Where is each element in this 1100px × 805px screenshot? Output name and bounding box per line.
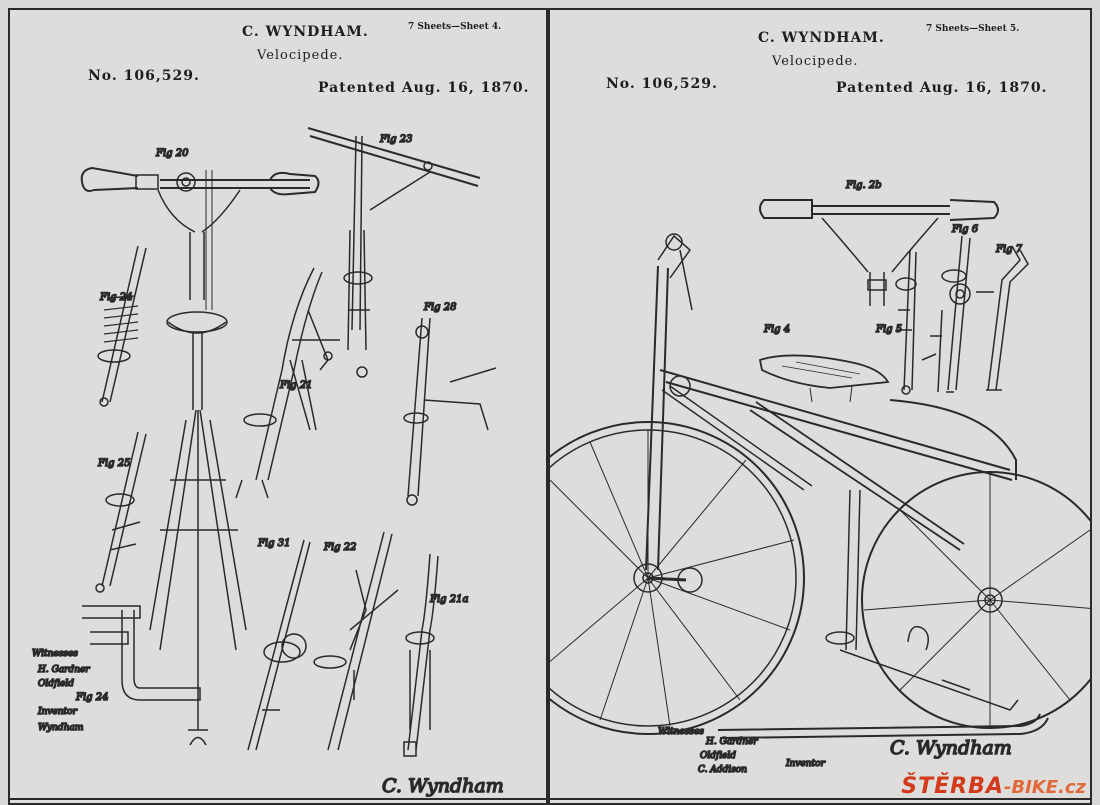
patent-date: Patented Aug. 16, 1870.: [836, 80, 1048, 96]
watermark-brand: ŠTĚRBA: [901, 774, 1004, 799]
sheet-count: 7 Sheets—Sheet 4.: [408, 22, 502, 32]
signature-left: C. Wyndham: [382, 775, 504, 797]
fig-22-pedal: [314, 532, 398, 750]
fig-24-spring-pedal: [98, 246, 146, 406]
patent-date: Patented Aug. 16, 1870.: [318, 80, 530, 96]
svg-text:C. Addison: C. Addison: [698, 765, 748, 775]
svg-text:Oldfield: Oldfield: [38, 679, 74, 689]
patent-drawings-left: [10, 10, 548, 805]
invention-title: Velocipede.: [772, 54, 859, 69]
patent-number: No. 106,529.: [606, 76, 718, 92]
svg-text:Fig 21: Fig 21: [280, 380, 313, 391]
svg-text:Oldfield: Oldfield: [700, 751, 736, 761]
svg-text:Fig 23: Fig 23: [380, 134, 413, 145]
site-watermark: [901, 774, 1086, 799]
patent-number: No. 106,529.: [88, 68, 200, 84]
svg-text:H. Gardner: H. Gardner: [38, 665, 90, 675]
patent-sheet-5: [548, 8, 1092, 805]
sheet-count: 7 Sheets—Sheet 5.: [926, 24, 1020, 34]
fig-20-steering-assembly: [82, 168, 319, 745]
svg-text:Fig 25: Fig 25: [98, 458, 131, 469]
svg-text:Fig 6: Fig 6: [952, 224, 979, 235]
svg-text:Fig 20: Fig 20: [156, 148, 189, 159]
fig-4-velocipede: [550, 234, 1092, 738]
sheet-bottom-border: [10, 798, 546, 800]
fig-6-pedal: [938, 236, 970, 392]
fig-24-clamp: [82, 606, 200, 700]
svg-text:Inventor: Inventor: [38, 707, 77, 717]
svg-text:Witnesses: Witnesses: [658, 727, 704, 737]
svg-text:Fig 24: Fig 24: [76, 692, 109, 703]
fig-31-pedal: [248, 540, 310, 750]
svg-text:Fig 7: Fig 7: [996, 244, 1023, 255]
watermark-domain: -BIKE.cz: [1003, 777, 1086, 798]
fig-25-lower-pedal: [96, 432, 146, 592]
svg-text:Fig 5: Fig 5: [876, 324, 903, 335]
svg-text:Fig. 2b: Fig. 2b: [846, 180, 882, 191]
fig-28-lever-pedal: [404, 318, 496, 505]
svg-text:Fig 28: Fig 28: [424, 302, 457, 313]
fig-7-pedal: [976, 246, 1028, 390]
signature-right: C. Wyndham: [890, 737, 1012, 759]
fig-21a-pedal: [404, 554, 438, 756]
svg-text:Witnesses: Witnesses: [32, 649, 78, 659]
svg-text:Fig 21a: Fig 21a: [430, 594, 469, 605]
inventor-name: C. WYNDHAM.: [758, 30, 885, 46]
svg-text:Fig 4: Fig 4: [764, 324, 791, 335]
svg-text:Inventor: Inventor: [786, 759, 825, 769]
svg-text:Fig 24: Fig 24: [100, 292, 133, 303]
svg-text:Fig 22: Fig 22: [324, 542, 357, 553]
svg-text:H. Gardner: H. Gardner: [706, 737, 758, 747]
patent-drawings-right: [550, 10, 1092, 805]
inventor-name: C. WYNDHAM.: [242, 24, 369, 40]
invention-title: Velocipede.: [257, 48, 344, 63]
svg-text:Fig 31: Fig 31: [258, 538, 291, 549]
svg-text:Wyndham: Wyndham: [38, 723, 84, 733]
patent-sheet-4: [8, 8, 548, 805]
fig-5-pedal: [896, 250, 942, 394]
